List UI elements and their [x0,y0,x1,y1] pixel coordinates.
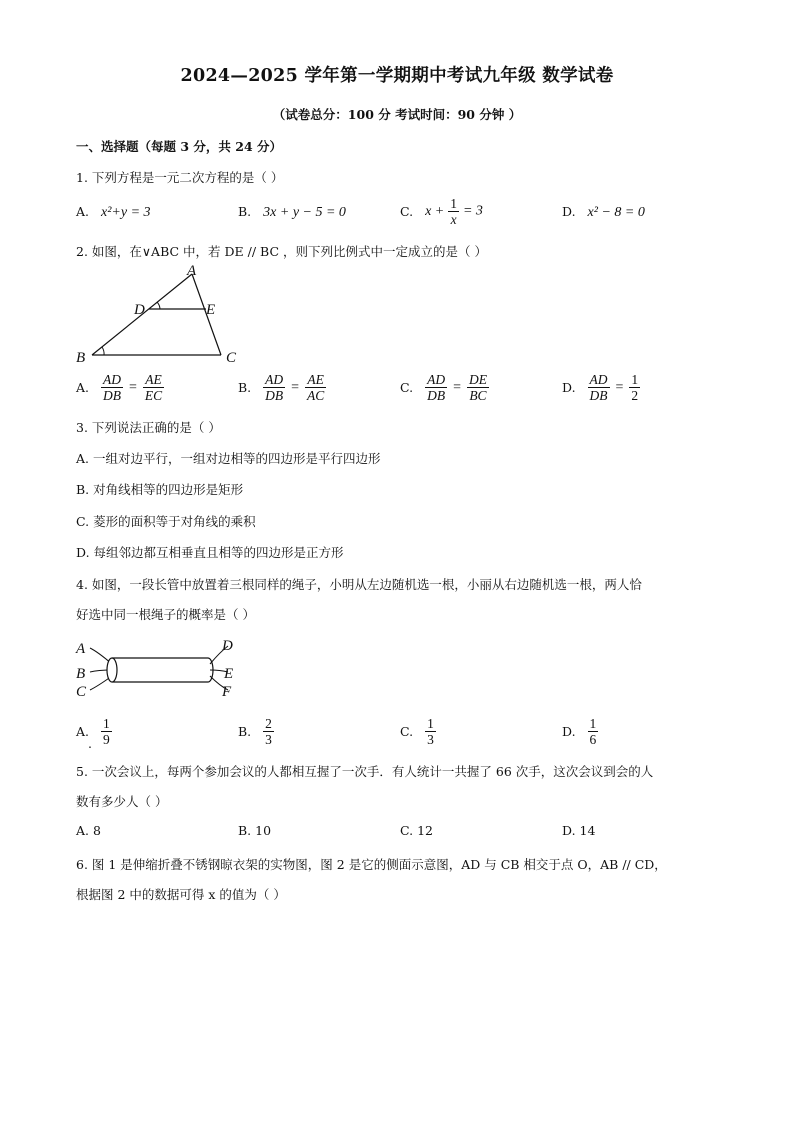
q2-option-c[interactable] [400,372,489,403]
option-label: C. [400,204,414,219]
q3-option-c[interactable]: C. 菱形的面积等于对角线的乘积 [76,514,256,529]
q2-option-d[interactable] [562,372,640,403]
fraction: $\frac{1}{x}$ [450,196,457,227]
fraction: $\frac{1}{9}$ [103,716,110,747]
q5-option-d[interactable]: D. 14 [562,823,596,838]
option-label: B. [238,380,252,395]
fraction-left: $\frac{AD}{DB}$ [103,372,121,403]
q4-option-c[interactable] [400,716,436,747]
q5-stem-line1: 5. 一次会议上，每两个参加会议的人都相互握了一次手．有人统计一共握了 66 次手，这次会议到会的人 [76,764,654,779]
q2-triangle-figure [70,262,250,368]
option-label: D. [562,724,576,739]
q3-option-b[interactable]: B. 对角线相等的四边形是矩形 [76,482,244,497]
fraction-left: $\frac{AD}{DB}$ [265,372,284,403]
q5-option-b[interactable]: B. 10 [238,823,272,838]
q6-stem-line2: 根据图 2 中的数据可得 x 的值为（ ） [76,887,286,902]
q1-stem: 1. 下列方程是一元二次方程的是（ ） [76,170,284,185]
option-label: C. [400,724,414,739]
q3-option-a[interactable]: A. 一组对边平行，一组对边相等的四边形是平行四边形 [76,451,381,466]
label-a: A [187,263,197,279]
option-label: B. [238,724,252,739]
equals-sign: = [128,379,137,395]
fraction-right: $\frac{DE}{BC}$ [468,372,487,403]
equals-sign: = [291,379,300,395]
q1-option-b[interactable] [238,204,346,221]
option-expr: x²+y = 3 [101,205,151,220]
q4-pipe-figure [70,632,250,704]
option-label: C. [400,380,414,395]
q2-option-a[interactable] [76,372,164,403]
fraction-left: $\frac{AD}{DB}$ [427,372,446,403]
q1-option-c[interactable] [400,196,483,227]
option-expr: 3x + y − 5 = 0 [263,205,346,220]
q1-option-a[interactable] [76,204,151,221]
q5-stem-line2: 数有多少人（ ） [76,794,168,809]
fraction: $\frac{2}{3}$ [265,716,272,747]
option-label: A. [76,724,90,739]
fraction: $\frac{1}{6}$ [589,716,597,747]
option-label: A. [76,380,90,395]
q1-option-d[interactable] [562,204,645,221]
label-f: F [222,684,232,700]
option-expr-tail: = 3 [462,203,483,219]
q4-option-d[interactable] [562,716,598,747]
q2-option-b[interactable] [238,372,326,403]
fraction-right: $\frac{1}{2}$ [631,372,639,403]
q4-option-a-dot: . [88,736,92,751]
q4-stem-line1: 4. 如图，一段长管中放置着三根同样的绳子，小明从左边随机选一根，小丽从右边随机选一根，两人恰 [76,577,642,592]
option-expr: x + [425,203,445,219]
page-subtitle: （试卷总分：100 分 考试时间：90 分钟 ） [272,107,522,122]
fraction-right: $\frac{AE}{EC}$ [144,372,163,403]
q4-option-b[interactable] [238,716,274,747]
option-label: A. [76,204,90,219]
fraction: $\frac{1}{3}$ [427,716,434,747]
label-e: E [224,666,234,682]
fraction-right: $\frac{AE}{AC}$ [307,372,325,403]
q3-option-d[interactable]: D. 每组邻边都互相垂直且相等的四边形是正方形 [76,545,344,560]
option-label: D. [562,380,576,395]
label-d: D [222,638,233,654]
q6-stem-line1: 6. 图 1 是伸缩折叠不锈钢晾衣架的实物图，图 2 是它的侧面示意图，AD 与 CB 相交于点 O，AB // CD， [76,857,667,872]
label-b: B [76,350,86,366]
label-d: D [134,302,145,318]
q4-option-a[interactable] [76,716,112,747]
label-b: B [76,666,86,682]
label-c: C [76,684,87,700]
q5-option-a[interactable]: A. 8 [76,823,101,838]
equals-sign: = [615,379,624,395]
label-a: A [76,641,86,657]
q4-stem-line2: 好选中同一根绳子的概率是（ ） [76,607,255,622]
q5-option-c[interactable]: C. 12 [400,823,433,838]
option-label: D. [562,204,576,219]
option-label: B. [238,204,252,219]
label-e: E [206,302,216,318]
fraction-left: $\frac{AD}{DB}$ [589,372,608,403]
page-title: 2024—2025 学年第一学期期中考试九年级 数学试卷 [180,66,614,86]
equals-sign: = [453,379,461,395]
q3-stem: 3. 下列说法正确的是（ ） [76,420,221,435]
label-c: C [226,350,237,366]
section-heading: 一、选择题（每题 3 分，共 24 分） [76,139,283,154]
q2-stem: 2. 如图，在∨ABC 中，若 DE // BC ，则下列比例式中一定成立的是（ ） [76,244,487,259]
option-expr: x² − 8 = 0 [587,205,645,220]
